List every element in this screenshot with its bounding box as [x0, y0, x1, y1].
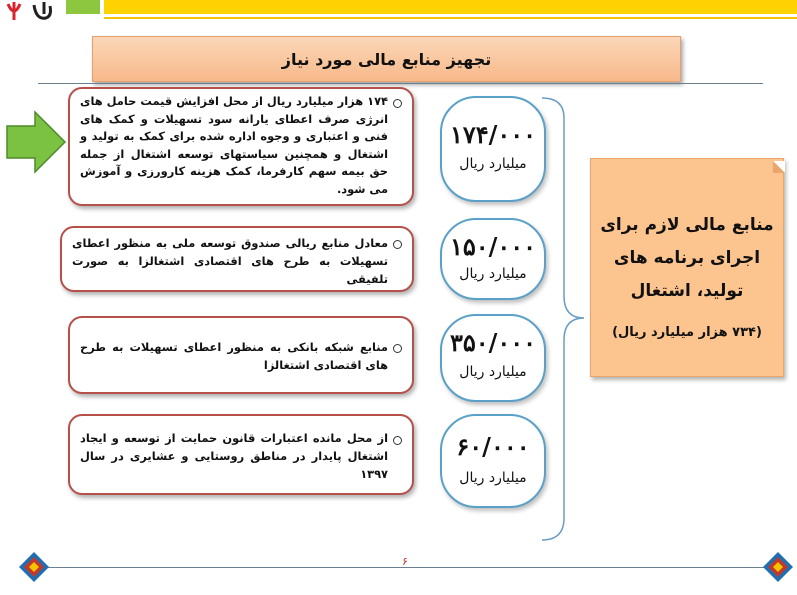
ornament-right-icon — [762, 551, 794, 587]
bullet-icon — [393, 436, 402, 445]
item-text: منابع شبکه بانکی به منظور اعطای تسهیلات به طرح های اقتصادی اشتغالزا — [80, 340, 388, 372]
logo — [0, 0, 62, 26]
amount-unit: میلیارد ریال — [459, 266, 527, 282]
bullet-icon — [393, 344, 402, 353]
amount-value: ۱۵۰/۰۰۰ — [449, 232, 537, 261]
amount-unit: میلیارد ریال — [459, 364, 527, 380]
amount-badge — [440, 414, 546, 508]
amount-badge — [440, 314, 546, 402]
page-title-text: تجهیز منابع مالی مورد نیاز — [281, 49, 492, 69]
title-divider — [38, 83, 763, 84]
ornament-left-icon — [18, 551, 50, 587]
amount-badge — [440, 96, 546, 202]
list-item — [68, 316, 414, 394]
bullet-icon — [393, 240, 402, 249]
summary-total: (۷۳۴ هزار میلیارد ریال) — [612, 325, 762, 340]
amount-unit: میلیارد ریال — [459, 470, 527, 486]
amount-value: ۳۵۰/۰۰۰ — [449, 328, 537, 357]
amount-value: ۶۰/۰۰۰ — [456, 432, 530, 461]
corner-fold — [773, 158, 785, 177]
amount-value: ۱۷۴/۰۰۰ — [449, 120, 537, 149]
header-yellow-strip — [104, 0, 797, 14]
page-title — [92, 36, 681, 82]
header-yellow-line — [104, 17, 797, 19]
grouping-brace — [540, 96, 586, 546]
right-arrow-icon — [5, 110, 67, 178]
list-item — [60, 226, 414, 292]
item-text: معادل منابع ریالی صندوق توسعه ملی به منظور اعطای تسهیلات به طرح های اقتصادی اشتغالزا به صورت تلفیقی — [72, 236, 388, 286]
item-text: ۱۷۴ هزار میلیارد ریال از محل افزایش قیمت حامل های انرژی صرف اعطای یارانه سود تسهیلات و کمک های فنی و اعتباری و وجوه اداره شده برای کمک به تولید و اشتغال و همچنین سیاستهای توسعه اشتغال از جمله حق بیمه سهم کارفرما، کمک هزینه کارورزی و آموزش می شود. — [80, 94, 388, 196]
list-item — [68, 87, 414, 206]
summary-title: منابع مالی لازم برای اجرای برنامه های تولید، اشتغال — [600, 215, 774, 301]
bullet-icon — [393, 99, 402, 108]
header-green-strip — [66, 0, 100, 14]
page-number: ۶ — [402, 555, 408, 568]
summary-box — [590, 158, 784, 377]
item-text: از محل مانده اعتبارات قانون حمایت از توسعه و ایجاد اشتغال پایدار در مناطق روستایی و عشایری در سال ۱۳۹۷ — [80, 431, 388, 481]
amount-unit: میلیارد ریال — [459, 156, 527, 172]
list-item — [68, 414, 414, 495]
amount-badge — [440, 218, 546, 300]
